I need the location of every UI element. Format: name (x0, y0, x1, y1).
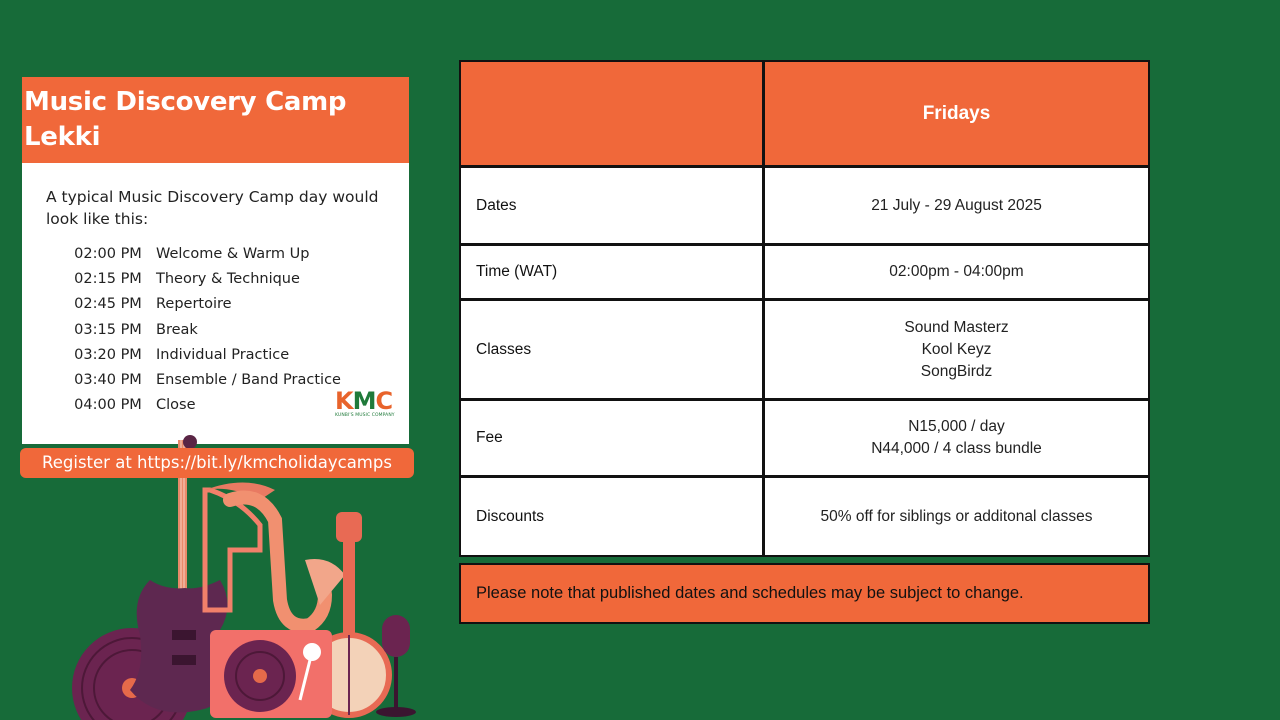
schedule-activity: Ensemble / Band Practice (156, 372, 341, 389)
card-header (22, 77, 409, 163)
row-value-time (765, 246, 1148, 298)
table-row (461, 401, 1148, 478)
camp-schedule-card (22, 77, 409, 444)
table-header-empty (461, 62, 765, 165)
table-row (461, 478, 1148, 555)
value-line: SongBirdz (920, 362, 993, 380)
register-link[interactable]: Register at https://bit.ly/kmcholidaycamps (20, 448, 414, 478)
schedule-table (459, 60, 1150, 557)
schedule-time: 03:20 PM (74, 346, 142, 363)
row-value-classes (765, 301, 1148, 398)
schedule-row (60, 317, 390, 342)
value-line: Kool Keyz (921, 340, 992, 358)
table-row (461, 168, 1148, 246)
row-label-classes: Classes (461, 301, 765, 398)
table-header-row (461, 62, 1148, 168)
value-line: N44,000 / 4 class bundle (871, 440, 1042, 457)
row-label-fee: Fee (461, 401, 765, 475)
card-title-line2: Lekki (24, 122, 101, 152)
kmc-logo (335, 387, 395, 423)
value-line: 21 July - 29 August 2025 (871, 196, 1042, 214)
value-line: 50% off for siblings or additonal classes (820, 507, 1093, 525)
schedule-row (60, 292, 390, 317)
schedule-activity: Break (156, 321, 198, 338)
schedule-activity: Repertoire (156, 296, 232, 313)
row-value-dates (765, 168, 1148, 243)
table-header-fridays: Fridays (765, 62, 1148, 165)
schedule-time: 02:15 PM (74, 270, 142, 287)
kmc-logo-subtitle: KUNBI'S MUSIC COMPANY (335, 413, 395, 418)
schedule-row (60, 266, 390, 291)
schedule-row (60, 241, 390, 266)
row-value-fee (765, 401, 1148, 475)
table-row (461, 246, 1148, 301)
value-line: N15,000 / day (908, 418, 1005, 435)
schedule-activity: Welcome & Warm Up (156, 245, 310, 262)
value-line: Sound Masterz (904, 318, 1009, 336)
row-label-dates: Dates (461, 168, 765, 243)
row-label-discounts: Discounts (461, 478, 765, 555)
kmc-logo-text: KMC (335, 387, 393, 415)
saxophone-icon (230, 498, 345, 626)
schedule-activity: Close (156, 397, 196, 414)
schedule-time: 03:40 PM (74, 372, 142, 389)
row-value-discounts (765, 478, 1148, 555)
schedule-activity: Individual Practice (156, 346, 290, 363)
card-title-line1: Music Discovery Camp (24, 87, 347, 117)
schedule-activity: Theory & Technique (156, 270, 300, 287)
card-intro: A typical Music Discovery Camp day would look like this: (46, 188, 379, 228)
schedule-time: 02:00 PM (74, 245, 142, 262)
value-line: 02:00pm - 04:00pm (889, 263, 1024, 280)
table-row (461, 301, 1148, 401)
change-notice: Please note that published dates and schedules may be subject to change. (459, 563, 1150, 624)
turntable-icon (210, 630, 332, 718)
schedule-time: 02:45 PM (74, 296, 142, 313)
row-label-time: Time (WAT) (461, 246, 765, 298)
schedule-row (60, 342, 390, 367)
schedule-time: 03:15 PM (74, 321, 142, 338)
schedule-time: 04:00 PM (74, 397, 142, 414)
